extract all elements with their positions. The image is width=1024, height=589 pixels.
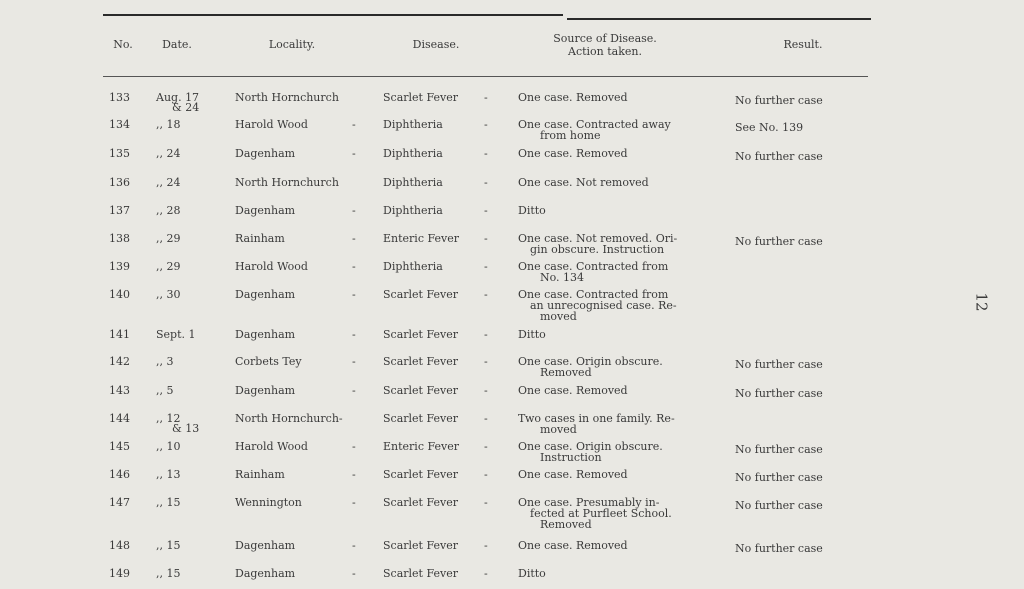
row-date: ,, 15 [156, 496, 181, 509]
row-source-line: One case. Contracted away [518, 118, 671, 131]
row-date: ,, 18 [156, 118, 181, 131]
row-result: No further case [735, 387, 823, 400]
row-locality: Wennington [235, 496, 302, 509]
header-no: No. [113, 38, 133, 51]
row-locality: Rainham [235, 468, 285, 481]
header-date: Date. [162, 38, 192, 51]
row-no: 134 [109, 118, 130, 131]
row-dash: - [484, 232, 488, 245]
row-source-line: Instruction [540, 451, 602, 464]
row-dash: - [484, 384, 488, 397]
row-date-cont: & 13 [172, 422, 200, 435]
row-source-line: One case. Contracted from [518, 288, 669, 301]
row-dash-locality: - [352, 118, 356, 131]
row-no: 137 [109, 204, 130, 217]
row-source-line: One case. Removed [518, 91, 628, 104]
row-source-line: an unrecognised case. Re- [530, 299, 677, 312]
row-dash: - [484, 412, 488, 425]
header-bottom-rule [103, 76, 868, 77]
row-date: ,, 29 [156, 232, 181, 245]
top-rule-left [103, 14, 563, 16]
row-source-line: One case. Not removed. Ori- [518, 232, 678, 245]
page-number: 12 [972, 292, 991, 312]
row-date: Aug. 17 [156, 91, 200, 104]
row-no: 139 [109, 260, 130, 273]
row-date: ,, 29 [156, 260, 181, 273]
row-locality: North Hornchurch [235, 176, 339, 189]
row-dash-locality: - [352, 567, 356, 580]
row-no: 149 [109, 567, 130, 580]
row-date: ,, 15 [156, 539, 181, 552]
header-source-line1: Source of Disease. [553, 32, 657, 45]
row-source-line: One case. Contracted from [518, 260, 669, 273]
row-disease: Scarlet Fever [383, 468, 458, 481]
row-date: ,, 3 [156, 355, 174, 368]
row-no: 135 [109, 147, 130, 160]
row-dash-locality: - [352, 260, 356, 273]
row-locality: Dagenham [235, 567, 296, 580]
row-locality: Harold Wood [235, 118, 308, 131]
row-source-line: moved [540, 423, 577, 436]
row-dash: - [484, 567, 488, 580]
row-disease: Enteric Fever [383, 232, 460, 245]
row-dash-locality: - [352, 288, 356, 301]
row-disease: Scarlet Fever [383, 288, 458, 301]
row-result: No further case [735, 358, 823, 371]
row-dash-locality: - [352, 539, 356, 552]
row-disease: Scarlet Fever [383, 328, 458, 341]
header-locality: Locality. [268, 38, 316, 51]
row-no: 148 [109, 539, 130, 552]
row-locality: Dagenham [235, 288, 296, 301]
row-result: No further case [735, 94, 823, 107]
row-result: No further case [735, 443, 823, 456]
row-no: 141 [109, 328, 130, 341]
row-disease: Diphtheria [383, 204, 443, 217]
row-source-line: fected at Purfleet School. [530, 507, 672, 520]
row-no: 143 [109, 384, 130, 397]
row-no: 136 [109, 176, 130, 189]
row-no: 146 [109, 468, 130, 481]
row-result: No further case [735, 499, 823, 512]
row-dash-locality: - [352, 147, 356, 160]
row-source-line: One case. Removed [518, 147, 628, 160]
row-dash: - [484, 440, 488, 453]
row-locality: Dagenham [235, 147, 296, 160]
row-source-line: One case. Removed [518, 539, 628, 552]
row-no: 144 [109, 412, 130, 425]
row-date: ,, 28 [156, 204, 181, 217]
row-source-line: One case. Not removed [518, 176, 649, 189]
row-dash: - [484, 496, 488, 509]
row-dash: - [484, 91, 488, 104]
row-date: ,, 10 [156, 440, 181, 453]
row-disease: Scarlet Fever [383, 91, 458, 104]
header-source-line2: Action taken. [568, 45, 642, 58]
row-no: 142 [109, 355, 130, 368]
row-disease: Enteric Fever [383, 440, 460, 453]
row-locality: Harold Wood [235, 260, 308, 273]
row-locality: Corbets Tey [235, 355, 302, 368]
row-source-line: from home [540, 129, 601, 142]
row-dash: - [484, 468, 488, 481]
row-source-line: Ditto [518, 328, 546, 341]
row-disease: Scarlet Fever [383, 355, 458, 368]
row-source-line: moved [540, 310, 577, 323]
row-source-line: gin obscure. Instruction [530, 243, 665, 256]
row-disease: Scarlet Fever [383, 496, 458, 509]
row-disease: Scarlet Fever [383, 384, 458, 397]
row-date: ,, 15 [156, 567, 181, 580]
row-dash-locality: - [352, 328, 356, 341]
row-date: ,, 12 [156, 412, 181, 425]
row-source-line: Ditto [518, 567, 546, 580]
row-source-line: Two cases in one family. Re- [518, 412, 675, 425]
row-source-line: Removed [540, 366, 592, 379]
header-result: Result. [783, 38, 823, 51]
row-dash: - [484, 118, 488, 131]
row-result: No further case [735, 235, 823, 248]
row-source-line: One case. Presumably in- [518, 496, 660, 509]
row-dash: - [484, 328, 488, 341]
row-locality: Rainham [235, 232, 285, 245]
row-result: See No. 139 [735, 121, 804, 134]
row-source-line: One case. Origin obscure. [518, 440, 663, 453]
row-dash-locality: - [352, 204, 356, 217]
row-no: 147 [109, 496, 130, 509]
row-dash-locality: - [352, 384, 356, 397]
row-date: ,, 13 [156, 468, 181, 481]
row-dash-locality: - [352, 232, 356, 245]
row-locality: Harold Wood [235, 440, 308, 453]
row-locality: Dagenham [235, 204, 296, 217]
row-disease: Scarlet Fever [383, 567, 458, 580]
row-disease: Scarlet Fever [383, 539, 458, 552]
row-source-line: One case. Removed [518, 468, 628, 481]
row-date: Sept. 1 [156, 328, 196, 341]
row-source-line: One case. Removed [518, 384, 628, 397]
row-dash: - [484, 204, 488, 217]
row-date: ,, 24 [156, 176, 181, 189]
row-locality: North Hornchurch- [235, 412, 343, 425]
row-locality: Dagenham [235, 328, 296, 341]
row-dash: - [484, 288, 488, 301]
row-result: No further case [735, 150, 823, 163]
row-source-line: No. 134 [540, 271, 585, 284]
header-disease: Disease. [412, 38, 460, 51]
row-date-cont: & 24 [172, 101, 200, 114]
row-dash-locality: - [352, 440, 356, 453]
row-result: No further case [735, 542, 823, 555]
row-dash-locality: - [352, 468, 356, 481]
row-disease: Diphtheria [383, 176, 443, 189]
row-date: ,, 5 [156, 384, 174, 397]
row-disease: Scarlet Fever [383, 412, 458, 425]
row-date: ,, 24 [156, 147, 181, 160]
row-locality: Dagenham [235, 539, 296, 552]
row-no: 138 [109, 232, 130, 245]
row-dash-locality: - [352, 496, 356, 509]
row-locality: Dagenham [235, 384, 296, 397]
row-no: 145 [109, 440, 130, 453]
row-locality: North Hornchurch [235, 91, 339, 104]
row-dash: - [484, 176, 488, 189]
row-source-line: One case. Origin obscure. [518, 355, 663, 368]
row-no: 140 [109, 288, 130, 301]
row-date: ,, 30 [156, 288, 181, 301]
row-dash: - [484, 147, 488, 160]
row-no: 133 [109, 91, 130, 104]
top-rule-right [567, 18, 871, 20]
row-dash: - [484, 260, 488, 273]
row-disease: Diphtheria [383, 118, 443, 131]
row-dash-locality: - [352, 355, 356, 368]
row-source-line: Ditto [518, 204, 546, 217]
row-disease: Diphtheria [383, 147, 443, 160]
row-dash: - [484, 355, 488, 368]
row-disease: Diphtheria [383, 260, 443, 273]
row-dash: - [484, 539, 488, 552]
row-result: No further case [735, 471, 823, 484]
row-source-line: Removed [540, 518, 592, 531]
